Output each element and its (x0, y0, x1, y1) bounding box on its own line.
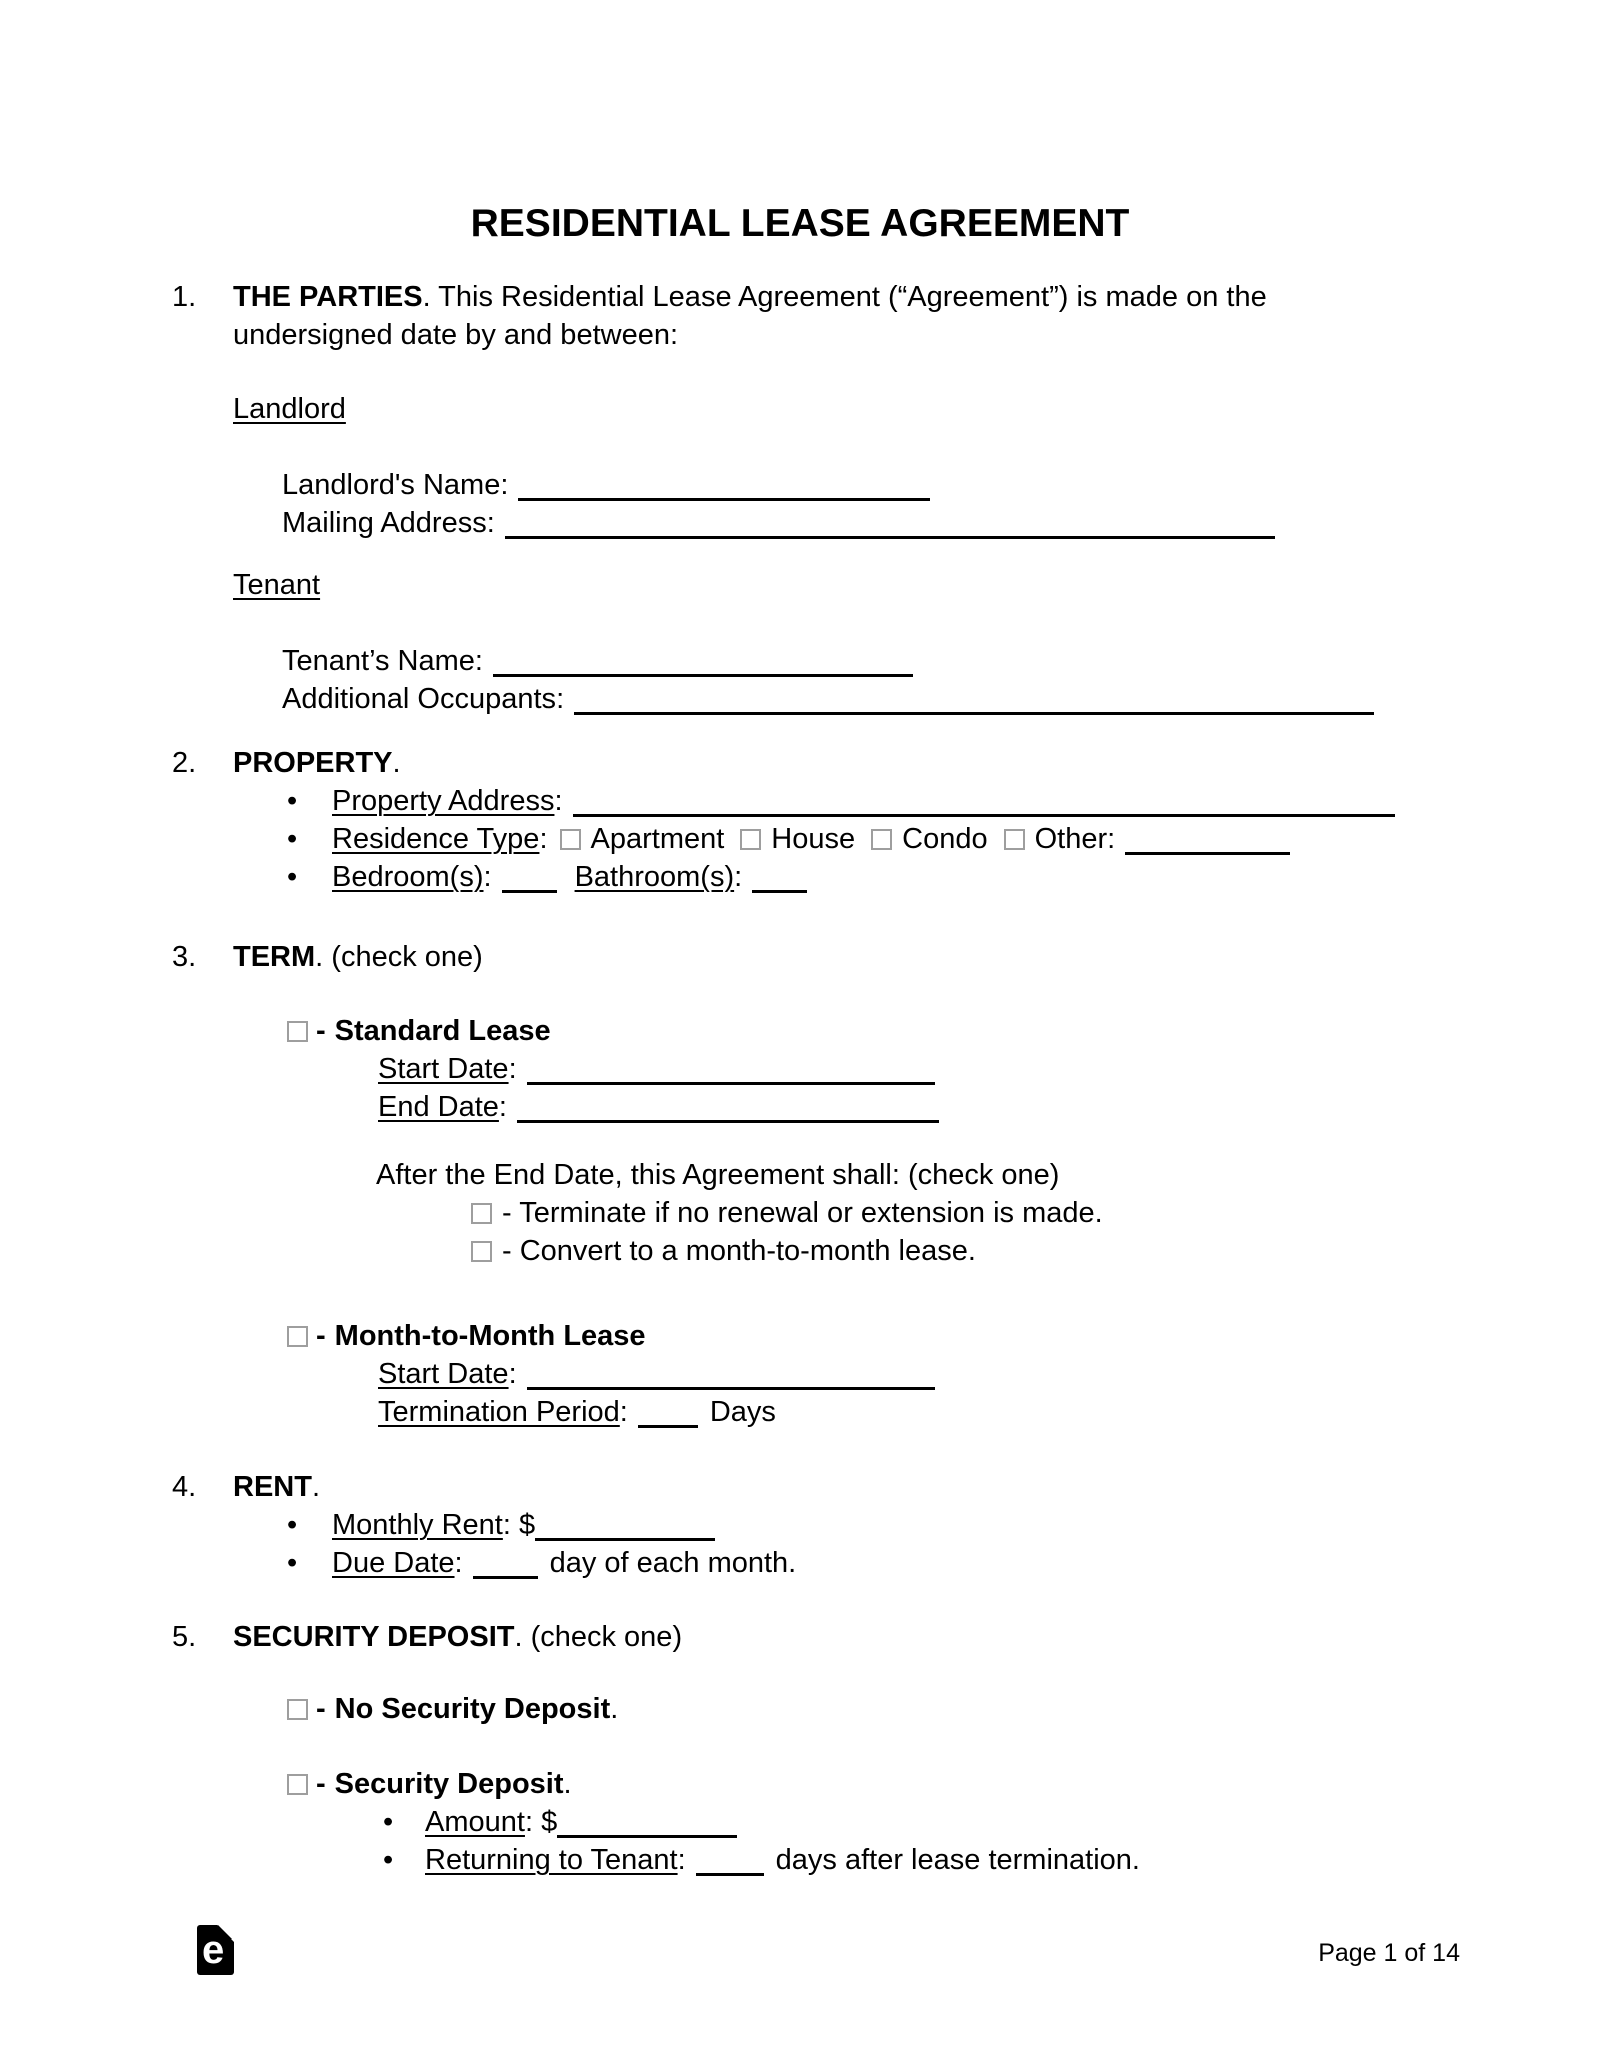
section-1-parties (172, 278, 1356, 354)
dollar-sign: $ (518, 1509, 536, 1541)
convert-checkbox[interactable] (471, 1241, 492, 1262)
termination-period-field (378, 1393, 1600, 1431)
monthly-rent-blank-line[interactable] (535, 1508, 715, 1541)
standard-lease-label: Standard Lease (334, 1015, 551, 1047)
mailing-address-field (282, 504, 1600, 542)
tenant-subheading: Tenant (233, 569, 321, 601)
landlord-name-field (282, 466, 1600, 504)
section-5-number: 5. (172, 1621, 197, 1653)
section-1-heading: THE PARTIES (233, 281, 423, 313)
dash: - (316, 1320, 326, 1352)
section-2-number: 2. (172, 747, 197, 779)
termination-period-blank-line[interactable] (638, 1395, 698, 1428)
security-deposit-label: Security Deposit (334, 1768, 564, 1800)
bedrooms-blank-line[interactable] (502, 860, 557, 893)
terminate-option-label: - Terminate if no renewal or extension is made. (502, 1197, 1103, 1229)
period: . (563, 1768, 572, 1800)
dash: - (316, 1693, 326, 1725)
section-2-property (172, 744, 1600, 782)
m2m-start-date-label: Start Date (378, 1358, 509, 1390)
termination-period-label: Termination Period (378, 1396, 620, 1428)
page-number: Page 1 of 14 (1318, 1939, 1460, 1967)
section-4-number: 4. (172, 1471, 197, 1503)
dash: - (316, 1015, 326, 1047)
section-3-heading: TERM (233, 941, 316, 973)
colon: : (539, 823, 548, 855)
bullet-icon: • (287, 861, 298, 893)
logo-letter: e (202, 1928, 225, 1972)
bullet-icon: • (383, 1806, 394, 1838)
monthly-rent-label: Monthly Rent (332, 1509, 503, 1541)
tenant-name-field (282, 642, 1600, 680)
condo-option-label: Condo (902, 823, 988, 855)
due-date-item (287, 1544, 1600, 1582)
tenant-name-blank-line[interactable] (493, 644, 913, 677)
apartment-option-label: Apartment (590, 823, 725, 855)
colon: : (556, 683, 565, 715)
section-3-number: 3. (172, 941, 197, 973)
other-blank-line[interactable] (1125, 822, 1290, 855)
days-suffix: Days (709, 1396, 776, 1428)
standard-lease-checkbox[interactable] (287, 1021, 308, 1042)
bullet-icon: • (383, 1844, 394, 1876)
additional-occupants-label: Additional Occupants (282, 683, 557, 715)
mailing-address-label: Mailing Address (282, 507, 487, 539)
mailing-address-blank-line[interactable] (505, 506, 1275, 539)
period: . (392, 747, 401, 779)
renewal-intro: After the End Date, this Agreement shall: (check one) (376, 1159, 1060, 1191)
standard-end-date-field (378, 1088, 1600, 1126)
convert-option-label: - Convert to a month-to-month lease. (502, 1235, 976, 1267)
house-option-label: House (771, 823, 856, 855)
due-date-suffix: day of each month. (549, 1547, 797, 1579)
colon: : (474, 645, 483, 677)
landlord-subheading: Landlord (233, 393, 346, 425)
colon: : (677, 1844, 686, 1876)
no-security-deposit-label: No Security Deposit (334, 1693, 611, 1725)
bedrooms-label: Bedroom(s) (332, 861, 484, 893)
colon: : (498, 1091, 507, 1123)
landlord-name-label: Landlord's Name (282, 469, 501, 501)
returning-label: Returning to Tenant (425, 1844, 678, 1876)
m2m-start-date-blank-line[interactable] (527, 1357, 935, 1390)
colon: : (524, 1806, 534, 1838)
section-5-security-deposit (172, 1618, 1600, 1656)
due-date-blank-line[interactable] (473, 1546, 538, 1579)
section-3-term (172, 938, 1600, 976)
bullet-icon: • (287, 1547, 298, 1579)
residence-type-item (287, 820, 1600, 858)
start-date-label: Start Date (378, 1053, 509, 1085)
document-title: RESIDENTIAL LEASE AGREEMENT (470, 202, 1130, 245)
property-address-label: Property Address (332, 785, 555, 817)
end-date-label: End Date (378, 1091, 499, 1123)
month-to-month-label: Month-to-Month Lease (334, 1320, 646, 1352)
bedrooms-bathrooms-item (287, 858, 1600, 896)
standard-start-date-blank-line[interactable] (527, 1052, 935, 1085)
section-4-rent (172, 1468, 1600, 1506)
month-to-month-checkbox[interactable] (287, 1326, 308, 1347)
colon: : (454, 1547, 463, 1579)
tenant-name-label: Tenant’s Name (282, 645, 475, 677)
deposit-amount-item (383, 1803, 1600, 1841)
additional-occupants-blank-line[interactable] (574, 682, 1374, 715)
monthly-rent-item (287, 1506, 1600, 1544)
security-deposit-option (287, 1765, 1600, 1803)
eforms-logo (197, 1925, 234, 1975)
no-security-deposit-option (287, 1690, 1600, 1728)
condo-checkbox[interactable] (871, 829, 892, 850)
section-3-checkone: . (check one) (315, 941, 483, 973)
additional-occupants-field (282, 680, 1600, 718)
other-checkbox[interactable] (1004, 829, 1025, 850)
colon: : (734, 861, 743, 893)
period: . (311, 1471, 321, 1503)
section-5-checkone: . (check one) (514, 1621, 683, 1653)
terminate-checkbox[interactable] (471, 1203, 492, 1224)
property-address-item (287, 782, 1600, 820)
colon: : (508, 1053, 517, 1085)
standard-end-date-blank-line[interactable] (517, 1090, 939, 1123)
terminate-option (471, 1194, 1600, 1232)
period: . (610, 1693, 619, 1725)
colon: : (508, 1358, 517, 1390)
apartment-checkbox[interactable] (560, 829, 581, 850)
convert-option (471, 1232, 1600, 1270)
landlord-name-blank-line[interactable] (518, 468, 930, 501)
colon: : (486, 507, 495, 539)
amount-label: Amount (425, 1806, 525, 1838)
standard-lease-option (287, 1012, 1600, 1050)
colon: : (502, 1509, 511, 1541)
colon: : (554, 785, 563, 817)
dash: - (316, 1768, 326, 1800)
section-4-heading: RENT (233, 1471, 312, 1503)
standard-start-date-field (378, 1050, 1600, 1088)
bullet-icon: • (287, 1509, 298, 1541)
dollar-sign: $ (541, 1806, 558, 1838)
section-5-heading: SECURITY DEPOSIT (233, 1621, 515, 1653)
section-1-number: 1. (172, 281, 197, 313)
month-to-month-option (287, 1317, 1600, 1355)
bathrooms-blank-line[interactable] (752, 860, 807, 893)
bullet-icon: • (287, 823, 298, 855)
colon: : (1107, 823, 1116, 855)
amount-blank-line[interactable] (557, 1805, 737, 1838)
property-address-blank-line[interactable] (573, 784, 1395, 817)
bullet-icon: • (287, 785, 298, 817)
bathrooms-label: Bathroom(s) (574, 861, 735, 893)
colon: : (619, 1396, 628, 1428)
residence-type-label: Residence Type (332, 823, 540, 855)
security-deposit-checkbox[interactable] (287, 1774, 308, 1795)
other-option-label: Other (1034, 823, 1108, 855)
colon: : (500, 469, 509, 501)
section-2-heading: PROPERTY (233, 747, 393, 779)
m2m-start-date-field (378, 1355, 1600, 1393)
due-date-label: Due Date (332, 1547, 455, 1579)
house-checkbox[interactable] (740, 829, 761, 850)
returning-suffix: days after lease termination. (775, 1844, 1140, 1876)
returning-to-tenant-item (383, 1841, 1600, 1879)
section-1-body: . This Residential Lease Agreement (“Agreement”) is made on the undersigned date by and between: (233, 281, 1267, 351)
returning-blank-line[interactable] (696, 1843, 764, 1876)
colon: : (483, 861, 492, 893)
no-security-deposit-checkbox[interactable] (287, 1699, 308, 1720)
